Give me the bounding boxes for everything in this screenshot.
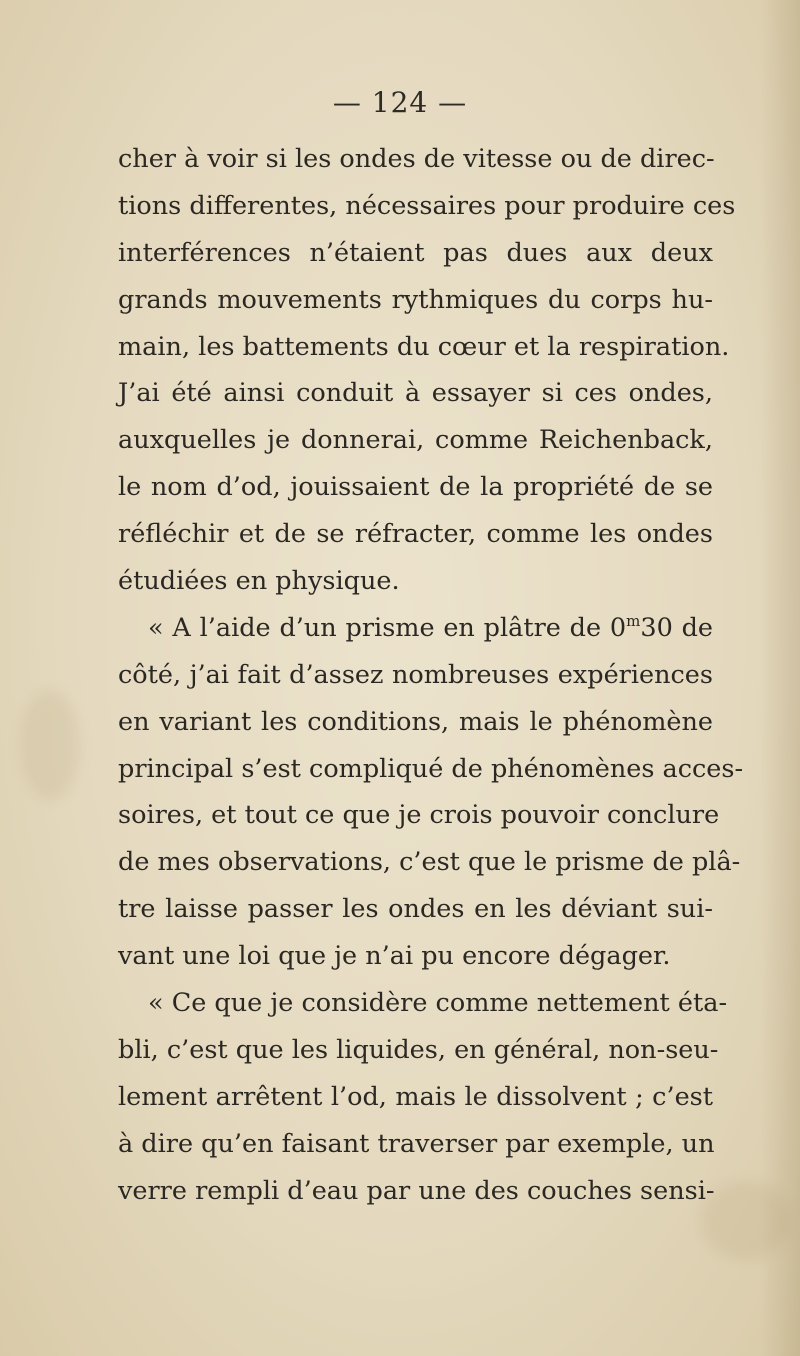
text-line: auxquelles je donnerai, comme Reichenback, xyxy=(118,425,713,456)
text-line: le nom d’od, jouissaient de la propriété de se xyxy=(118,472,713,503)
text-line: réfléchir et de se réfracter, comme les ondes xyxy=(118,519,713,550)
text-line: J’ai été ainsi conduit à essayer si ces ondes, xyxy=(118,378,713,409)
text-line: bli, c’est que les liquides, en général, non-seu- xyxy=(118,1034,719,1065)
text-line: en variant les conditions, mais le phénomène xyxy=(118,706,713,737)
text-line: à dire qu’en faisant traverser par exemple, un xyxy=(118,1128,715,1159)
text-line: interférences n’étaient pas dues aux deux xyxy=(118,237,713,268)
text-line: vant une loi que je n’ai pu encore dégager. xyxy=(118,941,671,972)
text-line: grands mouvements rythmiques du corps hu- xyxy=(118,284,713,315)
text-line: main, les battements du cœur et la respiration. xyxy=(118,331,730,362)
unit-superscript: m xyxy=(626,611,641,630)
text-line: lement arrêtent l’od, mais le dissolvent ; c’est xyxy=(118,1081,713,1112)
text-segment: 30 de xyxy=(640,612,714,643)
text-line: cher à voir si les ondes de vitesse ou de direc- xyxy=(118,144,715,174)
text-line: principal s’est compliqué de phénomènes acces- xyxy=(118,753,744,784)
text-line-with-superscript xyxy=(118,605,713,652)
text-line: étudiées en physique. xyxy=(118,566,400,597)
text-line: tre laisse passer les ondes en les déviant sui- xyxy=(118,894,713,925)
page-number: — 124 — xyxy=(332,86,468,119)
text-line: côté, j’ai fait d’assez nombreuses expériences xyxy=(118,659,713,690)
text-segment: « A l’aide d’un prisme en plâtre de 0 xyxy=(148,612,627,643)
text-line: soires, et tout ce que je crois pouvoir conclure xyxy=(118,800,720,831)
text-line: « Ce que je considère comme nettement éta- xyxy=(148,988,728,1019)
paper-stain xyxy=(20,690,80,800)
text-line: de mes observations, c’est que le prisme de plâ- xyxy=(118,847,741,878)
text-line: verre rempli d’eau par une des couches sensi- xyxy=(118,1175,715,1206)
body-text xyxy=(118,136,744,1214)
page-edge-shadow xyxy=(760,0,800,1356)
text-line: tions differentes, nécessaires pour produire ces xyxy=(118,190,736,221)
